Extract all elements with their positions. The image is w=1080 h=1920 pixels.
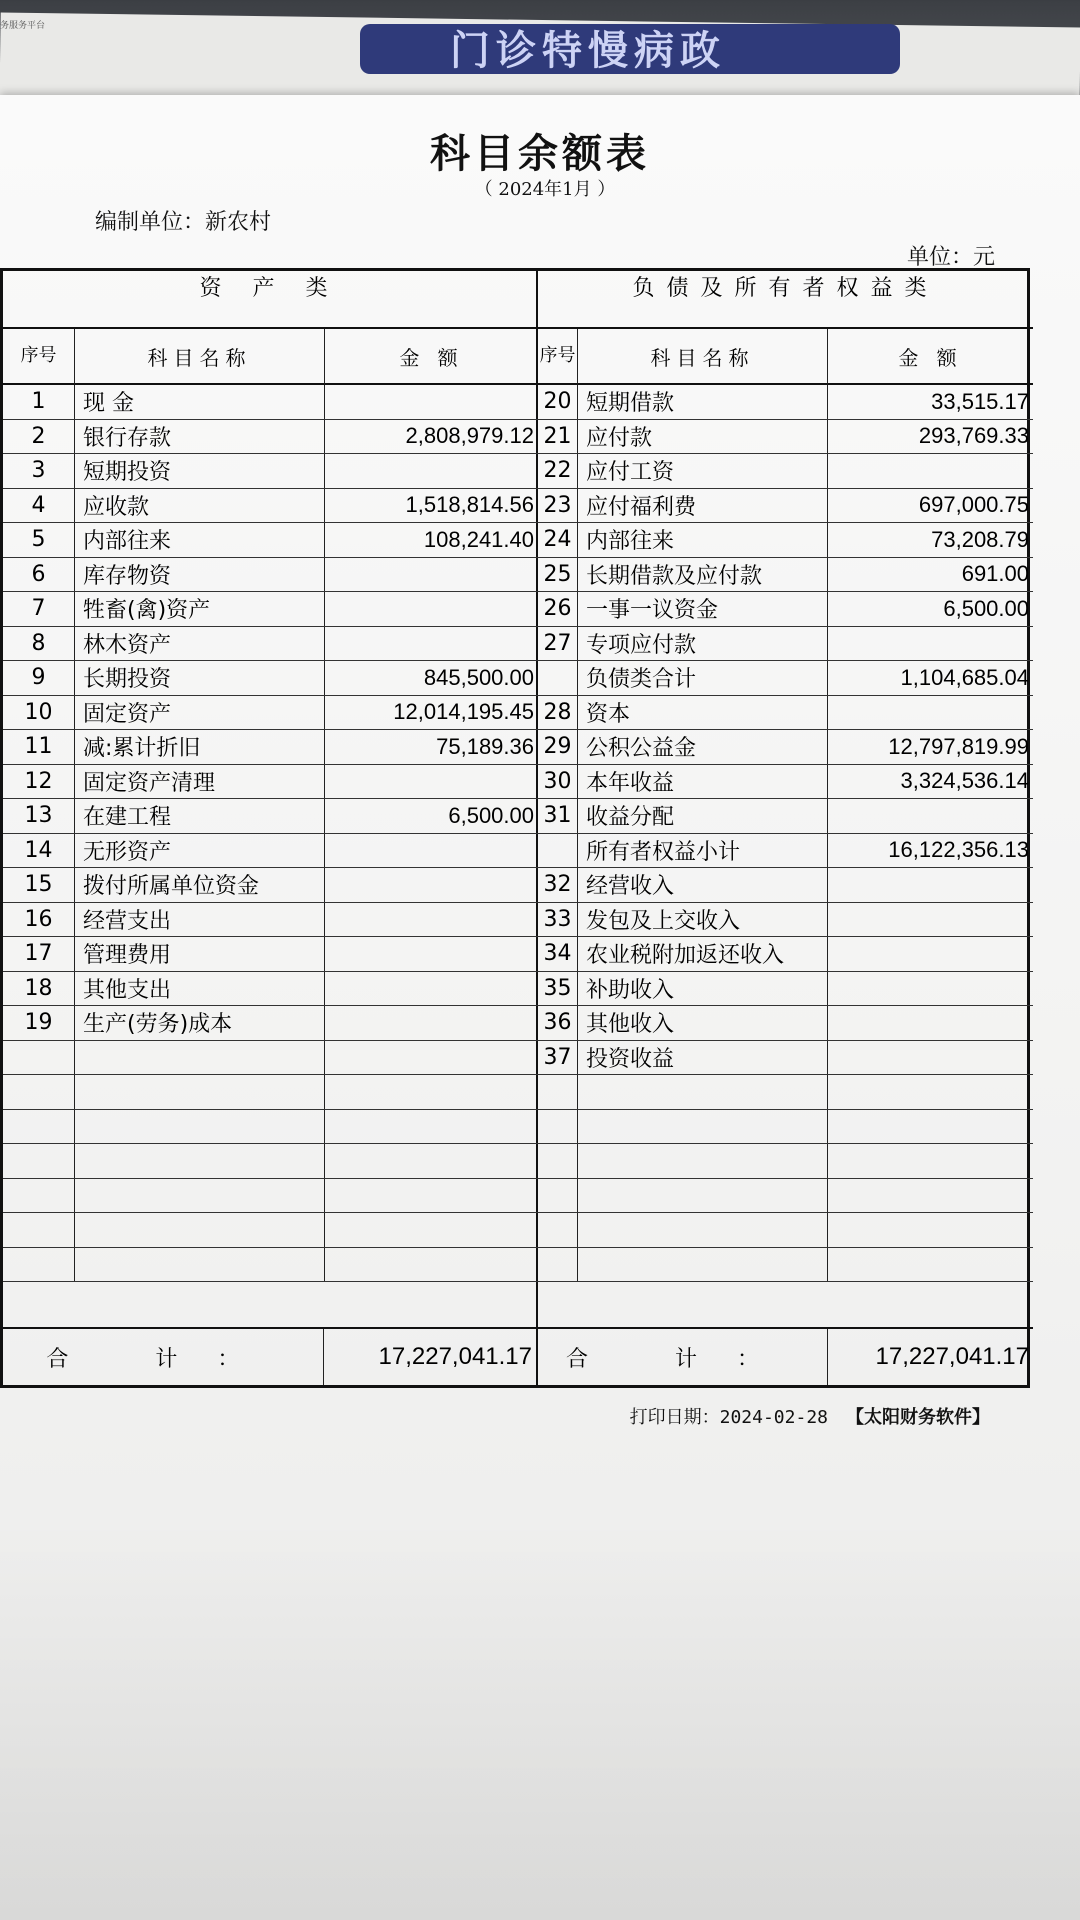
asset-amount-cell bbox=[325, 1041, 538, 1075]
asset-row bbox=[3, 592, 538, 627]
asset-row bbox=[3, 1179, 538, 1214]
liability-row bbox=[538, 834, 1033, 869]
liability-seq-cell bbox=[538, 1179, 578, 1213]
asset-seq-cell bbox=[3, 1179, 75, 1213]
asset-seq-cell bbox=[3, 1248, 75, 1282]
asset-row bbox=[3, 558, 538, 593]
liability-row bbox=[538, 1179, 1033, 1214]
asset-amount-cell bbox=[325, 454, 538, 488]
asset-name-cell: 生产(劳务)成本 bbox=[75, 1006, 325, 1040]
liability-seq-cell: 21 bbox=[538, 420, 578, 454]
asset-row bbox=[3, 937, 538, 972]
asset-amount-cell bbox=[325, 972, 538, 1006]
document-period: （ 2024年1月 ） bbox=[474, 179, 616, 200]
asset-amount-cell: 845,500.00 bbox=[423, 664, 534, 690]
asset-amount-cell bbox=[325, 937, 538, 971]
asset-row bbox=[3, 627, 538, 662]
asset-amount-cell bbox=[325, 1144, 538, 1178]
asset-amount-cell bbox=[325, 1075, 538, 1109]
liability-seq-cell: 24 bbox=[538, 523, 578, 557]
asset-name-cell: 固定资产清理 bbox=[75, 765, 325, 799]
liability-seq-cell: 29 bbox=[538, 730, 578, 764]
liability-name-cell: 应付工资 bbox=[578, 454, 828, 488]
asset-amount-cell bbox=[325, 1248, 538, 1282]
liability-row bbox=[538, 937, 1033, 972]
liability-name-cell: 投资收益 bbox=[578, 1041, 828, 1075]
liability-seq-cell bbox=[538, 661, 578, 695]
assets-amount-header: 金 额 bbox=[325, 329, 538, 385]
liability-seq-cell: 32 bbox=[538, 868, 578, 902]
asset-seq-cell: 5 bbox=[3, 523, 75, 557]
asset-name-cell: 牲畜(禽)资产 bbox=[75, 592, 325, 626]
asset-seq-cell: 2 bbox=[3, 420, 75, 454]
asset-seq-cell: 19 bbox=[3, 1006, 75, 1040]
liability-seq-cell: 27 bbox=[538, 627, 578, 661]
liability-seq-cell bbox=[538, 834, 578, 868]
asset-name-cell: 林木资产 bbox=[75, 627, 325, 661]
liability-row bbox=[538, 489, 1033, 524]
asset-name-cell bbox=[75, 1144, 325, 1178]
liability-row bbox=[538, 558, 1033, 593]
liability-name-cell: 经营收入 bbox=[578, 868, 828, 902]
liability-amount-cell bbox=[828, 972, 1033, 1006]
asset-amount-cell: 6,500.00 bbox=[448, 802, 534, 828]
liability-amount-cell: 16,122,356.13 bbox=[888, 837, 1029, 863]
liability-row bbox=[538, 592, 1033, 627]
liability-amount-cell: 6,500.00 bbox=[943, 595, 1029, 621]
liability-amount-cell: 12,797,819.99 bbox=[888, 733, 1029, 759]
asset-amount-cell: 12,014,195.45 bbox=[393, 699, 534, 725]
liability-amount-cell bbox=[828, 937, 1033, 971]
asset-name-cell: 长期投资 bbox=[75, 661, 325, 695]
asset-name-cell: 应收款 bbox=[75, 489, 325, 523]
liability-amount-cell bbox=[828, 1006, 1033, 1040]
assets-group-title: 资 产 类 bbox=[3, 271, 536, 329]
asset-amount-cell bbox=[325, 1213, 538, 1247]
asset-name-cell bbox=[75, 1075, 325, 1109]
liability-name-cell: 农业税附加返还收入 bbox=[578, 937, 828, 971]
liability-name-cell: 长期借款及应付款 bbox=[578, 558, 828, 592]
underlying-banner: 门诊特慢病政 bbox=[360, 24, 900, 74]
liabilities-equity-section bbox=[538, 271, 1033, 1385]
asset-amount-cell bbox=[325, 1179, 538, 1213]
asset-name-cell: 拨付所属单位资金 bbox=[75, 868, 325, 902]
print-info bbox=[630, 1403, 990, 1429]
asset-row bbox=[3, 1213, 538, 1248]
asset-seq-cell: 13 bbox=[3, 799, 75, 833]
asset-row bbox=[3, 799, 538, 834]
asset-seq-cell: 12 bbox=[3, 765, 75, 799]
liability-row bbox=[538, 1213, 1033, 1248]
liability-seq-cell: 36 bbox=[538, 1006, 578, 1040]
asset-amount-cell bbox=[325, 868, 538, 902]
asset-seq-cell: 4 bbox=[3, 489, 75, 523]
asset-seq-cell: 10 bbox=[3, 696, 75, 730]
liability-amount-cell: 293,769.33 bbox=[918, 423, 1029, 449]
liability-amount-cell bbox=[828, 696, 1033, 730]
asset-amount-cell: 1,518,814.56 bbox=[405, 492, 534, 518]
liability-row bbox=[538, 1075, 1033, 1110]
asset-amount-cell bbox=[325, 592, 538, 626]
asset-seq-cell bbox=[3, 1110, 75, 1144]
asset-name-cell: 固定资产 bbox=[75, 696, 325, 730]
asset-name-cell: 银行存款 bbox=[75, 420, 325, 454]
asset-row bbox=[3, 420, 538, 455]
asset-amount-cell bbox=[325, 627, 538, 661]
asset-seq-cell: 8 bbox=[3, 627, 75, 661]
underlying-corner-text: 务服务平台 bbox=[0, 21, 46, 31]
asset-row bbox=[3, 489, 538, 524]
liability-amount-cell bbox=[828, 799, 1033, 833]
asset-row bbox=[3, 834, 538, 869]
liabilities-total-amount: 17,227,041.17 bbox=[875, 1343, 1029, 1370]
liability-seq-cell: 31 bbox=[538, 799, 578, 833]
asset-name-cell: 库存物资 bbox=[75, 558, 325, 592]
liability-row bbox=[538, 868, 1033, 903]
liability-row bbox=[538, 1110, 1033, 1145]
liability-name-cell: 补助收入 bbox=[578, 972, 828, 1006]
asset-seq-cell: 3 bbox=[3, 454, 75, 488]
asset-row bbox=[3, 696, 538, 731]
liabilities-seq-header: 序号 bbox=[538, 329, 578, 385]
liability-amount-cell bbox=[828, 1179, 1033, 1213]
asset-name-cell: 其他支出 bbox=[75, 972, 325, 1006]
liability-seq-cell bbox=[538, 1248, 578, 1282]
asset-row bbox=[3, 972, 538, 1007]
asset-row bbox=[3, 1110, 538, 1145]
asset-name-cell: 短期投资 bbox=[75, 454, 325, 488]
asset-name-cell: 经营支出 bbox=[75, 903, 325, 937]
asset-name-cell: 管理费用 bbox=[75, 937, 325, 971]
liability-name-cell: 短期借款 bbox=[578, 385, 828, 419]
liability-row bbox=[538, 730, 1033, 765]
liability-seq-cell: 20 bbox=[538, 385, 578, 419]
liability-row bbox=[538, 523, 1033, 558]
liability-seq-cell: 30 bbox=[538, 765, 578, 799]
asset-amount-cell: 75,189.36 bbox=[436, 733, 534, 759]
asset-row bbox=[3, 1144, 538, 1179]
asset-name-cell: 现 金 bbox=[75, 385, 325, 419]
asset-row bbox=[3, 1041, 538, 1076]
liability-name-cell: 负债类合计 bbox=[578, 661, 828, 695]
asset-row bbox=[3, 868, 538, 903]
asset-row bbox=[3, 1248, 538, 1283]
liability-amount-cell: 3,324,536.14 bbox=[900, 768, 1029, 794]
liability-seq-cell bbox=[538, 1213, 578, 1247]
liability-name-cell: 收益分配 bbox=[578, 799, 828, 833]
liability-amount-cell bbox=[828, 1075, 1033, 1109]
asset-amount-cell: 108,241.40 bbox=[423, 526, 534, 552]
liability-amount-cell: 697,000.75 bbox=[918, 492, 1029, 518]
liability-row bbox=[538, 385, 1033, 420]
liability-row bbox=[538, 799, 1033, 834]
liability-row bbox=[538, 661, 1033, 696]
asset-seq-cell bbox=[3, 1075, 75, 1109]
liability-row bbox=[538, 1006, 1033, 1041]
asset-seq-cell: 17 bbox=[3, 937, 75, 971]
liabilities-amount-header: 金 额 bbox=[828, 329, 1033, 385]
liability-seq-cell bbox=[538, 1110, 578, 1144]
asset-seq-cell: 1 bbox=[3, 385, 75, 419]
asset-amount-cell bbox=[325, 834, 538, 868]
asset-amount-cell: 2,808,979.12 bbox=[405, 423, 534, 449]
liability-name-cell bbox=[578, 1110, 828, 1144]
liability-name-cell: 公积公益金 bbox=[578, 730, 828, 764]
asset-amount-cell bbox=[325, 558, 538, 592]
assets-total-label: 合 计： bbox=[3, 1329, 324, 1385]
software-name: 【太阳财务软件】 bbox=[846, 1407, 990, 1428]
assets-total-amount: 17,227,041.17 bbox=[378, 1343, 532, 1370]
asset-seq-cell bbox=[3, 1144, 75, 1178]
asset-seq-cell: 7 bbox=[3, 592, 75, 626]
asset-amount-cell bbox=[325, 385, 538, 419]
liability-name-cell: 内部往来 bbox=[578, 523, 828, 557]
asset-row bbox=[3, 1075, 538, 1110]
liability-row bbox=[538, 454, 1033, 489]
liability-seq-cell bbox=[538, 1144, 578, 1178]
asset-seq-cell: 9 bbox=[3, 661, 75, 695]
liability-amount-cell bbox=[828, 903, 1033, 937]
asset-amount-cell bbox=[325, 1006, 538, 1040]
liability-amount-cell bbox=[828, 454, 1033, 488]
liability-name-cell bbox=[578, 1213, 828, 1247]
asset-seq-cell: 11 bbox=[3, 730, 75, 764]
liability-row bbox=[538, 627, 1033, 662]
asset-row bbox=[3, 385, 538, 420]
liability-seq-cell: 33 bbox=[538, 903, 578, 937]
liability-amount-cell: 1,104,685.04 bbox=[900, 664, 1029, 690]
asset-seq-cell bbox=[3, 1041, 75, 1075]
liability-seq-cell: 34 bbox=[538, 937, 578, 971]
assets-section bbox=[3, 271, 538, 1385]
asset-name-cell: 在建工程 bbox=[75, 799, 325, 833]
asset-seq-cell: 14 bbox=[3, 834, 75, 868]
liability-row bbox=[538, 1144, 1033, 1179]
liability-name-cell: 专项应付款 bbox=[578, 627, 828, 661]
assets-total-row bbox=[3, 1327, 536, 1385]
liability-row bbox=[538, 1248, 1033, 1283]
asset-seq-cell: 15 bbox=[3, 868, 75, 902]
liability-seq-cell: 35 bbox=[538, 972, 578, 1006]
asset-name-cell bbox=[75, 1248, 325, 1282]
asset-seq-cell bbox=[3, 1213, 75, 1247]
liability-amount-cell bbox=[828, 1110, 1033, 1144]
liability-name-cell bbox=[578, 1144, 828, 1178]
liability-name-cell bbox=[578, 1179, 828, 1213]
liability-seq-cell: 22 bbox=[538, 454, 578, 488]
liability-row bbox=[538, 1041, 1033, 1076]
asset-seq-cell: 6 bbox=[3, 558, 75, 592]
unit-label: 单位：元 bbox=[906, 245, 995, 270]
asset-row bbox=[3, 903, 538, 938]
liability-name-cell: 一事一议资金 bbox=[578, 592, 828, 626]
document-title: 科目余额表 bbox=[430, 131, 650, 177]
liability-seq-cell bbox=[538, 1075, 578, 1109]
liability-name-cell: 其他收入 bbox=[578, 1006, 828, 1040]
asset-row bbox=[3, 1006, 538, 1041]
asset-row bbox=[3, 730, 538, 765]
liability-amount-cell bbox=[828, 868, 1033, 902]
asset-name-cell bbox=[75, 1213, 325, 1247]
asset-name-cell: 减:累计折旧 bbox=[75, 730, 325, 764]
liability-name-cell bbox=[578, 1075, 828, 1109]
asset-name-cell bbox=[75, 1041, 325, 1075]
asset-row bbox=[3, 523, 538, 558]
liability-amount-cell bbox=[828, 1144, 1033, 1178]
liability-amount-cell bbox=[828, 1213, 1033, 1247]
organization-label: 编制单位：新农村 bbox=[95, 210, 272, 235]
liability-seq-cell: 37 bbox=[538, 1041, 578, 1075]
liabilities-name-header: 科目名称 bbox=[578, 329, 828, 385]
liability-amount-cell: 73,208.79 bbox=[931, 526, 1029, 552]
print-date: 打印日期：2024-02-28 bbox=[629, 1407, 828, 1428]
asset-seq-cell: 18 bbox=[3, 972, 75, 1006]
asset-name-cell: 无形资产 bbox=[75, 834, 325, 868]
asset-name-cell: 内部往来 bbox=[75, 523, 325, 557]
balance-table bbox=[0, 268, 1030, 1388]
asset-row bbox=[3, 765, 538, 800]
liability-amount-cell bbox=[828, 1041, 1033, 1075]
liability-row bbox=[538, 420, 1033, 455]
asset-name-cell bbox=[75, 1179, 325, 1213]
liability-amount-cell: 691.00 bbox=[961, 561, 1029, 587]
liability-name-cell: 所有者权益小计 bbox=[578, 834, 828, 868]
liability-row bbox=[538, 765, 1033, 800]
liability-amount-cell bbox=[828, 627, 1033, 661]
liability-name-cell: 资本 bbox=[578, 696, 828, 730]
liability-row bbox=[538, 696, 1033, 731]
liability-row bbox=[538, 972, 1033, 1007]
asset-seq-cell: 16 bbox=[3, 903, 75, 937]
assets-name-header: 科目名称 bbox=[75, 329, 325, 385]
asset-row bbox=[3, 661, 538, 696]
liability-name-cell: 本年收益 bbox=[578, 765, 828, 799]
assets-seq-header: 序号 bbox=[3, 329, 75, 385]
liabilities-total-label: 合 计： bbox=[538, 1329, 828, 1385]
liability-row bbox=[538, 903, 1033, 938]
liability-seq-cell: 23 bbox=[538, 489, 578, 523]
liability-name-cell: 发包及上交收入 bbox=[578, 903, 828, 937]
liabilities-total-row bbox=[538, 1327, 1033, 1385]
asset-amount-cell bbox=[325, 1110, 538, 1144]
liability-amount-cell bbox=[828, 1248, 1033, 1282]
liability-seq-cell: 25 bbox=[538, 558, 578, 592]
liability-seq-cell: 28 bbox=[538, 696, 578, 730]
liability-name-cell: 应付福利费 bbox=[578, 489, 828, 523]
liability-name-cell bbox=[578, 1248, 828, 1282]
liability-amount-cell: 33,515.17 bbox=[931, 388, 1029, 414]
liability-seq-cell: 26 bbox=[538, 592, 578, 626]
liability-name-cell: 应付款 bbox=[578, 420, 828, 454]
liabilities-group-title: 负债及所有者权益类 bbox=[538, 271, 1033, 329]
asset-amount-cell bbox=[325, 765, 538, 799]
asset-name-cell bbox=[75, 1110, 325, 1144]
asset-amount-cell bbox=[325, 903, 538, 937]
asset-row bbox=[3, 454, 538, 489]
